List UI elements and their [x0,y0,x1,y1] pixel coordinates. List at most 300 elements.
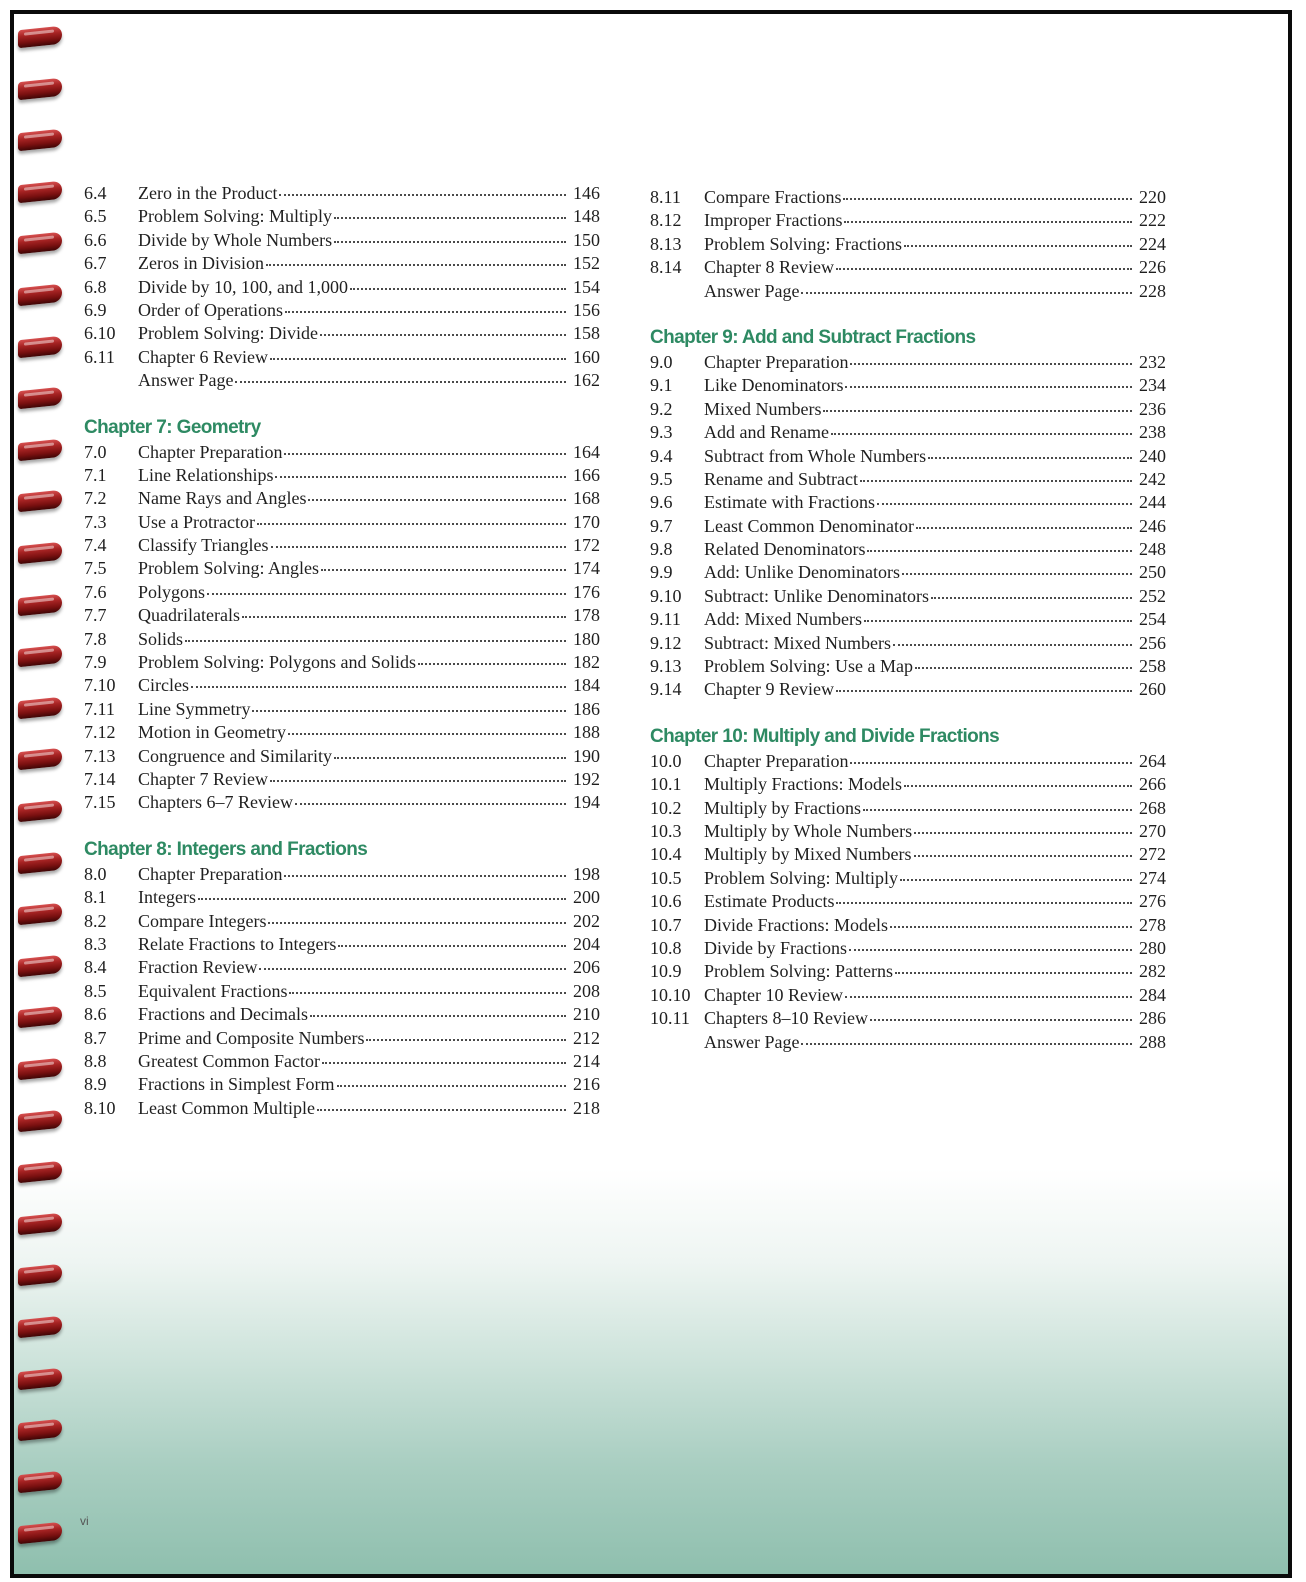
page-number: 242 [1139,468,1166,489]
page-number: 222 [1139,210,1166,231]
toc-entry[interactable] [84,1050,600,1073]
binding-ring [18,954,62,977]
section-title: Answer Page [704,280,800,301]
section-number: 8.7 [84,1027,107,1048]
toc-entry[interactable] [650,233,1166,256]
section-number: 9.9 [650,562,673,583]
section-number: 7.7 [84,605,107,626]
toc-entry[interactable] [650,843,1166,866]
chapter-spacer [650,303,1166,325]
section-number: 8.13 [650,233,682,254]
toc-entry[interactable] [650,351,1166,374]
chapter-spacer [84,815,600,837]
section-title: Line Symmetry [138,698,251,719]
page-number: 160 [573,346,600,367]
dot-leader [914,854,1133,857]
page-number: 214 [573,1050,600,1071]
toc-entry[interactable] [650,937,1166,960]
binding-ring [18,1419,62,1442]
toc-entry[interactable] [84,745,600,768]
page-number: 178 [573,605,600,626]
section-number: 7.5 [84,558,107,579]
section-number: 8.6 [84,1004,107,1025]
toc-entry[interactable] [84,299,600,322]
dot-leader [207,592,566,595]
binding-ring [18,26,62,49]
section-number: 9.12 [650,632,682,653]
toc-entry[interactable] [84,980,600,1003]
section-number: 6.4 [84,183,107,203]
section-number: 7.0 [84,441,107,462]
section-title: Line Relationships [138,464,274,485]
section-number: 10.3 [650,820,682,841]
toc-entry[interactable] [650,256,1166,279]
dot-leader [185,639,566,642]
toc-entry[interactable] [650,655,1166,678]
section-title: Chapter Preparation [138,441,283,462]
page-number: 232 [1139,351,1166,372]
section-title: Like Denominators [704,375,844,396]
toc-entry[interactable] [84,886,600,909]
dot-leader [242,615,566,618]
section-title: Multiply by Mixed Numbers [704,844,912,865]
section-title: Zeros in Division [138,253,264,274]
section-number: 9.10 [650,585,682,606]
section-number: 9.7 [650,515,673,536]
page-number: 204 [573,933,600,954]
binding-ring [18,542,62,565]
section-number: 9.3 [650,422,673,443]
page-number: 284 [1139,984,1166,1005]
dot-leader [823,409,1132,412]
toc-entry[interactable] [650,398,1166,421]
dot-leader [902,572,1132,575]
section-title: Subtract: Mixed Numbers [704,632,891,653]
section-number: 7.6 [84,581,107,602]
page-number: 278 [1139,914,1166,935]
section-title: Related Denominators [704,539,866,560]
binding-ring [18,1264,62,1287]
section-number: 8.2 [84,910,107,931]
section-number: 9.8 [650,539,673,560]
toc-entry[interactable] [84,791,600,814]
dot-leader [366,1038,566,1041]
toc-entry[interactable] [84,674,600,697]
toc-entry[interactable] [84,604,600,627]
section-title: Divide by Fractions [704,937,847,958]
page-number: 150 [573,229,600,250]
dot-leader [334,240,566,243]
toc-entry[interactable] [84,441,600,464]
toc-entry[interactable] [84,205,600,228]
dot-leader [257,522,566,525]
dot-leader [289,991,566,994]
page-number: 236 [1139,398,1166,419]
page-number: 152 [573,253,600,274]
section-title: Relate Fractions to Integers [138,933,337,954]
toc-entry[interactable] [650,515,1166,538]
toc-entry[interactable] [650,491,1166,514]
section-number: 9.1 [650,375,673,396]
toc-entry[interactable] [84,1073,600,1096]
toc-entry[interactable] [84,557,600,580]
section-number: 9.14 [650,679,682,700]
section-number: 8.0 [84,863,107,884]
toc-entry[interactable] [650,867,1166,890]
toc-entry[interactable] [84,933,600,956]
section-number: 7.12 [84,722,116,743]
dot-leader [191,685,566,688]
section-number: 9.4 [650,445,673,466]
section-title: Chapter 6 Review [138,346,268,367]
section-title: Multiply by Fractions [704,797,861,818]
toc-entry[interactable] [650,468,1166,491]
chapter-spacer [650,702,1166,724]
section-title: Answer Page [704,1031,800,1052]
dot-leader [317,1108,566,1111]
toc-entry[interactable] [84,252,600,275]
dot-leader [295,802,566,805]
section-title: Quadrilaterals [138,605,240,626]
dot-leader [285,310,566,313]
section-number: 8.1 [84,887,107,908]
section-title: Chapter Preparation [704,750,849,771]
page-number: 286 [1139,1008,1166,1029]
chapter-spacer [84,393,600,415]
dot-leader [877,502,1132,505]
dot-leader [334,216,566,219]
toc-entry[interactable] [84,956,600,979]
toc-entry[interactable] [84,276,600,299]
spiral-binding [14,28,66,1568]
page-number: 164 [573,441,600,462]
dot-leader [904,244,1132,247]
section-number: 8.3 [84,933,107,954]
binding-ring [18,284,62,307]
dot-leader [271,545,566,548]
toc-entry[interactable] [84,768,600,791]
dot-leader [284,874,566,877]
dot-leader [831,432,1132,435]
dot-leader [870,1018,1132,1021]
section-title: Use a Protractor [138,511,255,532]
page-folio: vi [80,1514,89,1528]
dot-leader [864,619,1132,622]
section-title: Chapters 8–10 Review [704,1008,868,1029]
dot-leader [322,1061,566,1064]
section-title: Problem Solving: Use a Map [704,656,913,677]
page-number: 202 [573,910,600,931]
page-number: 216 [573,1074,600,1095]
section-number: 10.9 [650,961,682,982]
page-number: 248 [1139,539,1166,560]
section-title: Chapter Preparation [704,351,849,372]
toc-entry[interactable] [650,678,1166,701]
page-number: 210 [573,1004,600,1025]
section-number: 7.4 [84,535,107,556]
dot-leader [893,643,1132,646]
binding-ring [18,1058,62,1081]
section-number: 7.14 [84,768,116,789]
section-number: 6.8 [84,276,107,297]
page-number: 194 [573,792,600,813]
page-number: 228 [1139,280,1166,301]
toc-entry[interactable] [650,561,1166,584]
section-title: Compare Integers [138,910,267,931]
section-number: 6.5 [84,206,107,227]
dot-leader [284,452,566,455]
dot-leader [308,498,566,501]
dot-leader [275,475,566,478]
page-number: 184 [573,675,600,696]
page-number: 200 [573,887,600,908]
section-number: 8.4 [84,957,107,978]
dot-leader [863,808,1132,811]
toc-entry[interactable] [650,750,1166,773]
dot-leader [338,944,566,947]
binding-ring [18,180,62,203]
page-number: 218 [573,1097,600,1118]
page-number: 190 [573,745,600,766]
dot-leader [904,784,1132,787]
section-number: 9.5 [650,468,673,489]
dot-leader [836,901,1132,904]
page-number: 168 [573,488,600,509]
section-title: Chapter 10 Review [704,984,843,1005]
toc-entry[interactable] [650,632,1166,655]
section-number: 9.11 [650,609,681,630]
section-number: 8.5 [84,980,107,1001]
chapter-heading[interactable]: Chapter 7: Geometry [84,416,261,438]
page-number: 224 [1139,233,1166,254]
section-number: 7.2 [84,488,107,509]
toc-entry[interactable] [650,820,1166,843]
page-number: 174 [573,558,600,579]
page-number: 282 [1139,961,1166,982]
toc-entry[interactable] [84,863,600,886]
toc-entry[interactable] [650,538,1166,561]
section-title: Problem Solving: Polygons and Solids [138,652,417,673]
section-title: Divide by 10, 100, and 1,000 [138,276,348,297]
toc-entry[interactable] [84,1027,600,1050]
toc-entry[interactable] [84,346,600,369]
toc-entry[interactable] [84,511,600,534]
section-title: Chapter 7 Review [138,768,268,789]
toc-entry[interactable] [84,322,600,345]
section-number: 8.8 [84,1050,107,1071]
page-number: 226 [1139,257,1166,278]
toc-entry[interactable] [650,1031,1166,1054]
section-number: 9.13 [650,656,682,677]
section-number: 7.3 [84,511,107,532]
binding-ring [18,593,62,616]
page-number: 276 [1139,891,1166,912]
section-number: 10.11 [650,1008,690,1029]
page-number: 250 [1139,562,1166,583]
binding-ring [18,1367,62,1390]
page-number: 170 [573,511,600,532]
dot-leader [310,1014,566,1017]
binding-ring [18,800,62,823]
page-number: 166 [573,464,600,485]
toc-entry[interactable] [650,797,1166,820]
page-number: 260 [1139,679,1166,700]
section-title: Polygons [138,581,206,602]
section-number: 7.8 [84,628,107,649]
page-number: 154 [573,276,600,297]
section-number: 7.15 [84,792,116,813]
toc-entry[interactable] [84,369,600,392]
page-number: 254 [1139,609,1166,630]
dot-leader [843,197,1132,200]
binding-ring [18,851,62,874]
toc-entry[interactable] [84,628,600,651]
binding-ring [18,438,62,461]
document-frame [10,10,1292,1578]
dot-leader [916,526,1132,529]
section-title: Chapter Preparation [138,863,283,884]
page-number: 266 [1139,774,1166,795]
toc-entry[interactable] [84,721,600,744]
dot-leader [266,263,566,266]
dot-leader [235,380,566,383]
binding-ring [18,1470,62,1493]
page-number: 208 [573,980,600,1001]
dot-leader [845,995,1132,998]
page-number: 146 [573,183,600,203]
dot-leader [836,689,1132,692]
dot-leader [252,709,566,712]
page-number: 158 [573,323,600,344]
binding-ring [18,903,62,926]
section-number: 10.2 [650,797,682,818]
toc-entry[interactable] [650,914,1166,937]
binding-ring [18,1522,62,1545]
binding-ring [18,232,62,255]
toc-left-column [84,182,600,1120]
toc-right-column [650,186,1166,1054]
chapter-heading[interactable]: Chapter 9: Add and Subtract Fractions [650,326,976,348]
binding-ring [18,645,62,668]
toc-entry[interactable] [650,421,1166,444]
toc-entry[interactable] [650,960,1166,983]
section-title: Motion in Geometry [138,722,286,743]
section-title: Add and Rename [704,422,829,443]
toc-entry[interactable] [650,280,1166,303]
page-number: 244 [1139,492,1166,513]
binding-ring [18,1212,62,1235]
page-number: 240 [1139,445,1166,466]
section-title: Fraction Review [138,957,258,978]
page-number: 238 [1139,422,1166,443]
page-number: 270 [1139,820,1166,841]
toc-entry[interactable] [650,773,1166,796]
toc-entry[interactable] [84,487,600,510]
chapter-heading[interactable]: Chapter 10: Multiply and Divide Fractions [650,725,1000,747]
page-number: 162 [573,370,600,391]
section-number: 6.9 [84,299,107,320]
toc-entry[interactable] [84,229,600,252]
dot-leader [320,333,566,336]
section-number: 8.14 [650,257,682,278]
section-number: 9.6 [650,492,673,513]
dot-leader [198,897,566,900]
toc-entry[interactable] [650,608,1166,631]
section-title: Problem Solving: Angles [138,558,320,579]
page-number: 264 [1139,750,1166,771]
toc-entry[interactable] [84,651,600,674]
section-number: 10.6 [650,891,682,912]
toc-entry[interactable] [650,445,1166,468]
section-title: Divide Fractions: Models [704,914,888,935]
toc-entry[interactable] [650,209,1166,232]
toc-entry[interactable] [650,585,1166,608]
section-title: Equivalent Fractions [138,980,288,1001]
section-number: 7.13 [84,745,116,766]
section-number: 7.11 [84,698,115,719]
section-title: Chapters 6–7 Review [138,792,293,813]
section-title: Fractions in Simplest Form [138,1074,335,1095]
toc-entry[interactable] [650,1007,1166,1030]
chapter-heading[interactable]: Chapter 8: Integers and Fractions [84,838,368,860]
page-number: 180 [573,628,600,649]
page-number: 252 [1139,585,1166,606]
page-number: 176 [573,581,600,602]
dot-leader [288,732,566,735]
dot-leader [268,921,566,924]
toc-entry[interactable] [84,581,600,604]
binding-ring [18,1109,62,1132]
page-number: 234 [1139,375,1166,396]
section-number: 10.1 [650,774,682,795]
toc-entry[interactable] [84,910,600,933]
dot-leader [844,220,1132,223]
page-number: 206 [573,957,600,978]
toc-entry[interactable] [650,890,1166,913]
toc-entry[interactable] [84,1003,600,1026]
dot-leader [279,193,566,196]
dot-leader [849,948,1132,951]
toc-entry[interactable] [650,186,1166,209]
section-title: Chapter 8 Review [704,257,834,278]
section-title: Mixed Numbers [704,398,822,419]
section-title: Improper Fractions [704,210,843,231]
toc-entry[interactable] [84,182,600,205]
section-number: 9.0 [650,351,673,372]
dot-leader [270,357,566,360]
section-title: Subtract: Unlike Denominators [704,585,929,606]
section-number: 9.2 [650,398,673,419]
dot-leader [895,971,1132,974]
toc-entry[interactable] [84,1097,600,1120]
toc-entry[interactable] [84,464,600,487]
toc-entry[interactable] [84,698,600,721]
section-title: Problem Solving: Divide [138,323,318,344]
section-title: Subtract from Whole Numbers [704,445,927,466]
page-number: 188 [573,722,600,743]
section-title: Multiply Fractions: Models [704,774,902,795]
toc-entry[interactable] [84,534,600,557]
dot-leader [334,756,566,759]
binding-ring [18,77,62,100]
toc-entry[interactable] [650,374,1166,397]
page-number: 258 [1139,656,1166,677]
binding-ring [18,1006,62,1029]
dot-leader [850,362,1132,365]
toc-entry[interactable] [650,984,1166,1007]
dot-leader [914,831,1132,834]
section-number: 8.12 [650,210,682,231]
